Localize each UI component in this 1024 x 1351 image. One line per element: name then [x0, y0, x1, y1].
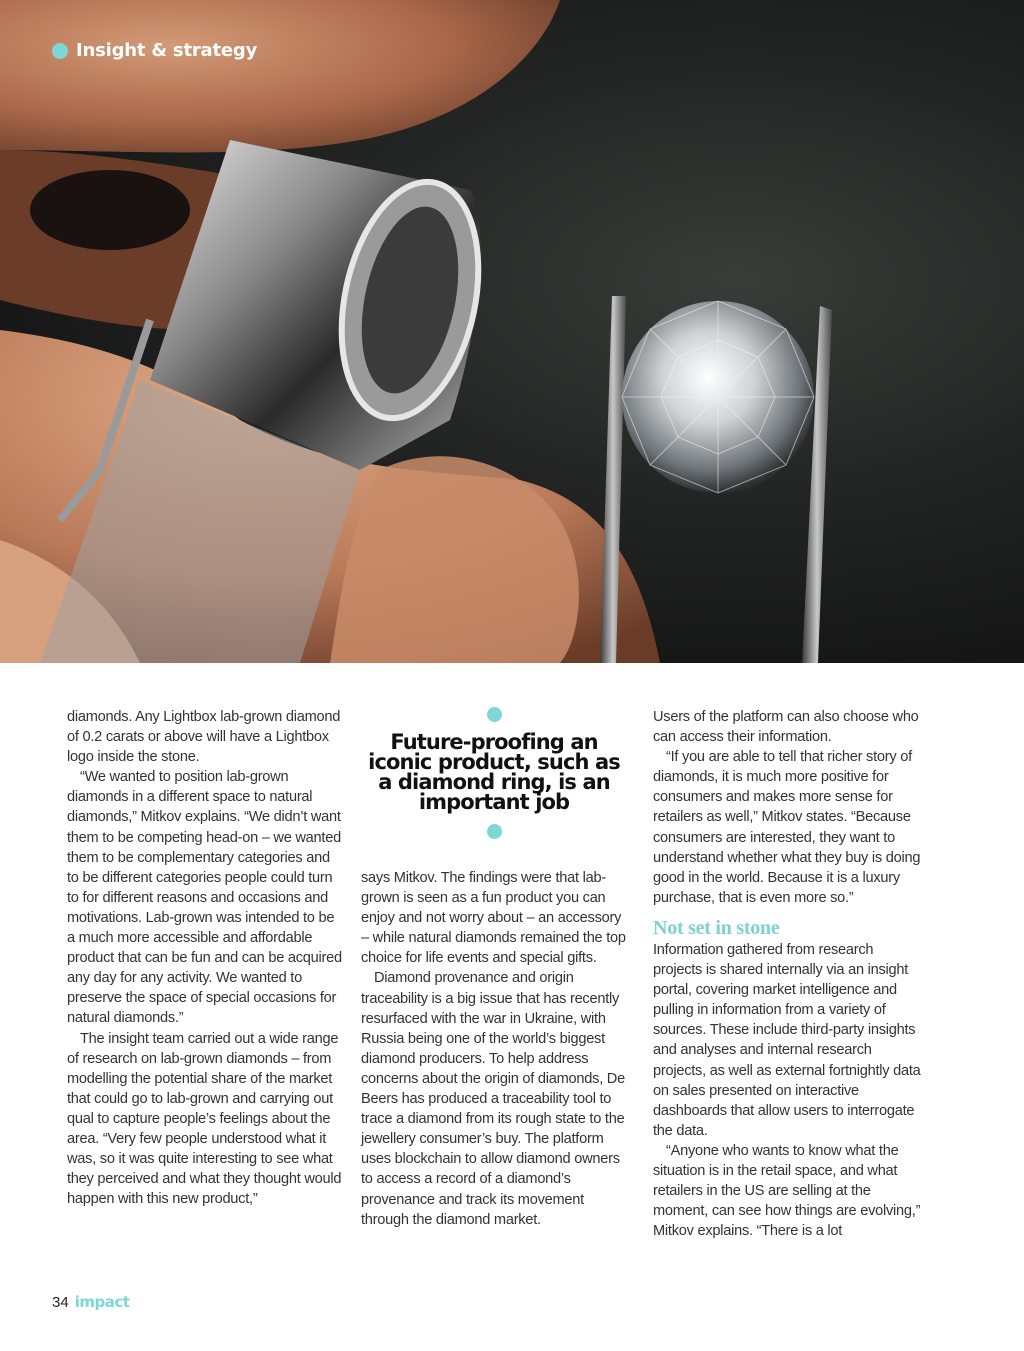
hero-illustration [0, 0, 1024, 663]
paragraph: “Anyone who wants to know what the situation is in the retail space, and what retailers in the US are selling at the moment, can see how things are evolving,” Mitkov explains. “There is a lot [653, 1142, 921, 1240]
page-folio [52, 1293, 129, 1311]
paragraph: The insight team carried out a wide range of research on lab-grown diamonds – from modelling the potential share of the market that could go to lab-grown and carrying out qual to capture people’s feelings about the area. “Very few people understood what it was, so it was quite interesting to see what they perceived and what they thought would happen with this new product,” [67, 1030, 342, 1208]
bullet-dot-icon [52, 43, 68, 59]
publication-logo: impact [74, 1293, 130, 1311]
paragraph: “If you are able to tell that richer story of diamonds, it is much more positive for consumers and makes more sense for retailers as well,” Mitkov states. “Because consumers are interested, they want to understand whether what they buy is doing good in the world. Because it is a luxury purchase, that is even more so.” [653, 749, 921, 906]
article-column-3 [653, 707, 921, 1241]
paragraph: Information gathered from research projects is shared internally via an insight portal, covering market intelligence and pulling in information from a variety of sources. These include third-party insights and analyses and internal research projects, as well as external fortnightly data on sales presented on interactive dashboards that allow users to interrogate the data. [653, 941, 921, 1139]
hero-image [0, 0, 1024, 663]
paragraph: diamonds. Any Lightbox lab-grown diamond of 0.2 carats or above will have a Lightbox logo inside the stone. [67, 709, 341, 766]
bullet-dot-icon [487, 707, 502, 722]
paragraph: “We wanted to position lab-grown diamonds in a different space to natural diamonds,” Mitkov explains. “We didn’t want them to be competing head-on – we wanted them to be complementary categories and to be different categories people could turn to for different reasons and occasions and motivations. Lab-grown was intended to be a much more accessible and affordable product that can be fun and can be acquired any day for any activity. We wanted to preserve the space of special occasions for natural diamonds.” [67, 769, 342, 1027]
article-column-2 [361, 868, 629, 1230]
pull-quote-text: Future-proofing an iconic product, such as a diamond ring, is an important job [368, 730, 620, 814]
subheading: Not set in stone [653, 916, 780, 939]
bullet-dot-icon [487, 824, 502, 839]
section-tag-label: Insight & strategy [76, 40, 258, 61]
pull-quote [360, 707, 628, 839]
article-column-1 [67, 707, 342, 1209]
section-tag [52, 40, 257, 61]
paragraph: Users of the platform can also choose who can access their information. [653, 709, 919, 746]
paragraph: says Mitkov. The findings were that lab-grown is seen as a fun product you can enjoy and not worry about – an accessory – while natural diamonds remained the top choice for life events and special gifts. [361, 870, 626, 967]
paragraph: Diamond provenance and origin traceability is a big issue that has recently resurfaced with the war in Ukraine, with Russia being one of the world’s biggest diamond producers. To help address concerns about the origin of diamonds, De Beers has produced a traceability tool to trace a diamond from its rough state to the jewellery consumer’s buy. The platform uses blockchain to allow diamond owners to access a record of a diamond’s provenance and track its movement through the diamond market. [361, 970, 625, 1228]
page-number: 34 [52, 1294, 69, 1311]
